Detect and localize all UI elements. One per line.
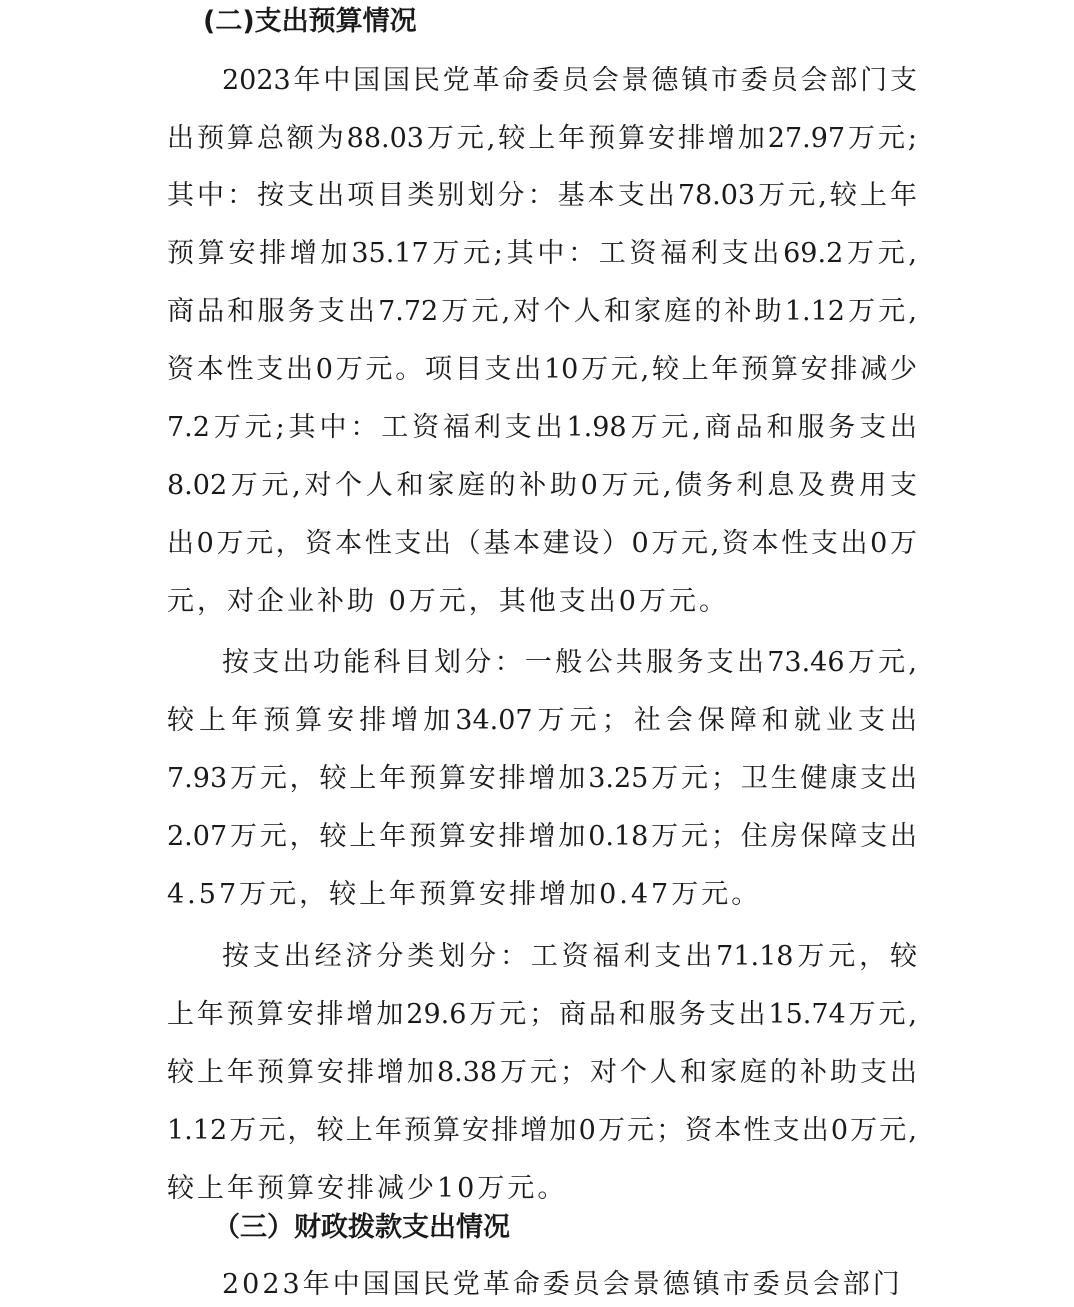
paragraph-line: 1.12万元，较上年预算安排增加0万元；资本性支出0万元, bbox=[167, 1115, 917, 1146]
paragraph-line: 7.2万元;其中：工资福利支出1.98万元,商品和服务支出 bbox=[167, 412, 917, 443]
paragraph-line: 上年预算安排增加29.6万元；商品和服务支出15.74万元, bbox=[167, 999, 917, 1030]
paragraph-line: 较上年预算安排增加8.38万元；对个人和家庭的补助支出 bbox=[167, 1057, 917, 1088]
section-heading: (二)支出预算情况 bbox=[203, 6, 417, 37]
paragraph-line: 商品和服务支出7.72万元,对个人和家庭的补助1.12万元, bbox=[167, 296, 917, 327]
paragraph-line: 出0万元，资本性支出（基本建设）0万元,资本性支出0万 bbox=[167, 528, 917, 559]
paragraph-line: 元，对企业补助 0万元，其他支出0万元。 bbox=[167, 586, 729, 617]
section-heading: （三）财政拨款支出情况 bbox=[213, 1212, 510, 1243]
paragraph-line: 出预算总额为88.03万元,较上年预算安排增加27.97万元; bbox=[167, 123, 917, 154]
paragraph-line: 较上年预算安排增加34.07万元；社会保障和就业支出 bbox=[167, 705, 917, 736]
paragraph-line: 7.93万元，较上年预算安排增加3.25万元；卫生健康支出 bbox=[167, 763, 917, 794]
paragraph-line: 8.02万元,对个人和家庭的补助0万元,债务利息及费用支 bbox=[167, 470, 917, 501]
paragraph-line: 按支出经济分类划分：工资福利支出71.18万元，较 bbox=[222, 941, 917, 972]
paragraph-line: 资本性支出0万元。项目支出10万元,较上年预算安排减少 bbox=[167, 354, 917, 385]
paragraph-line: 其中：按支出项目类别划分：基本支出78.03万元,较上年 bbox=[167, 180, 917, 211]
paragraph-line: 2023年中国国民党革命委员会景德镇市委员会部门支 bbox=[222, 65, 917, 96]
paragraph-line: 2023年中国国民党革命委员会景德镇市委员会部门 bbox=[222, 1269, 903, 1300]
paragraph-line: 2.07万元，较上年预算安排增加0.18万元；住房保障支出 bbox=[167, 821, 917, 852]
paragraph-line: 较上年预算安排减少10万元。 bbox=[167, 1173, 568, 1204]
paragraph-line: 按支出功能科目划分：一般公共服务支出73.46万元, bbox=[222, 647, 917, 678]
paragraph-line: 4.57万元，较上年预算安排增加0.47万元。 bbox=[167, 879, 762, 910]
paragraph-line: 预算安排增加35.17万元;其中：工资福利支出69.2万元, bbox=[167, 238, 917, 269]
